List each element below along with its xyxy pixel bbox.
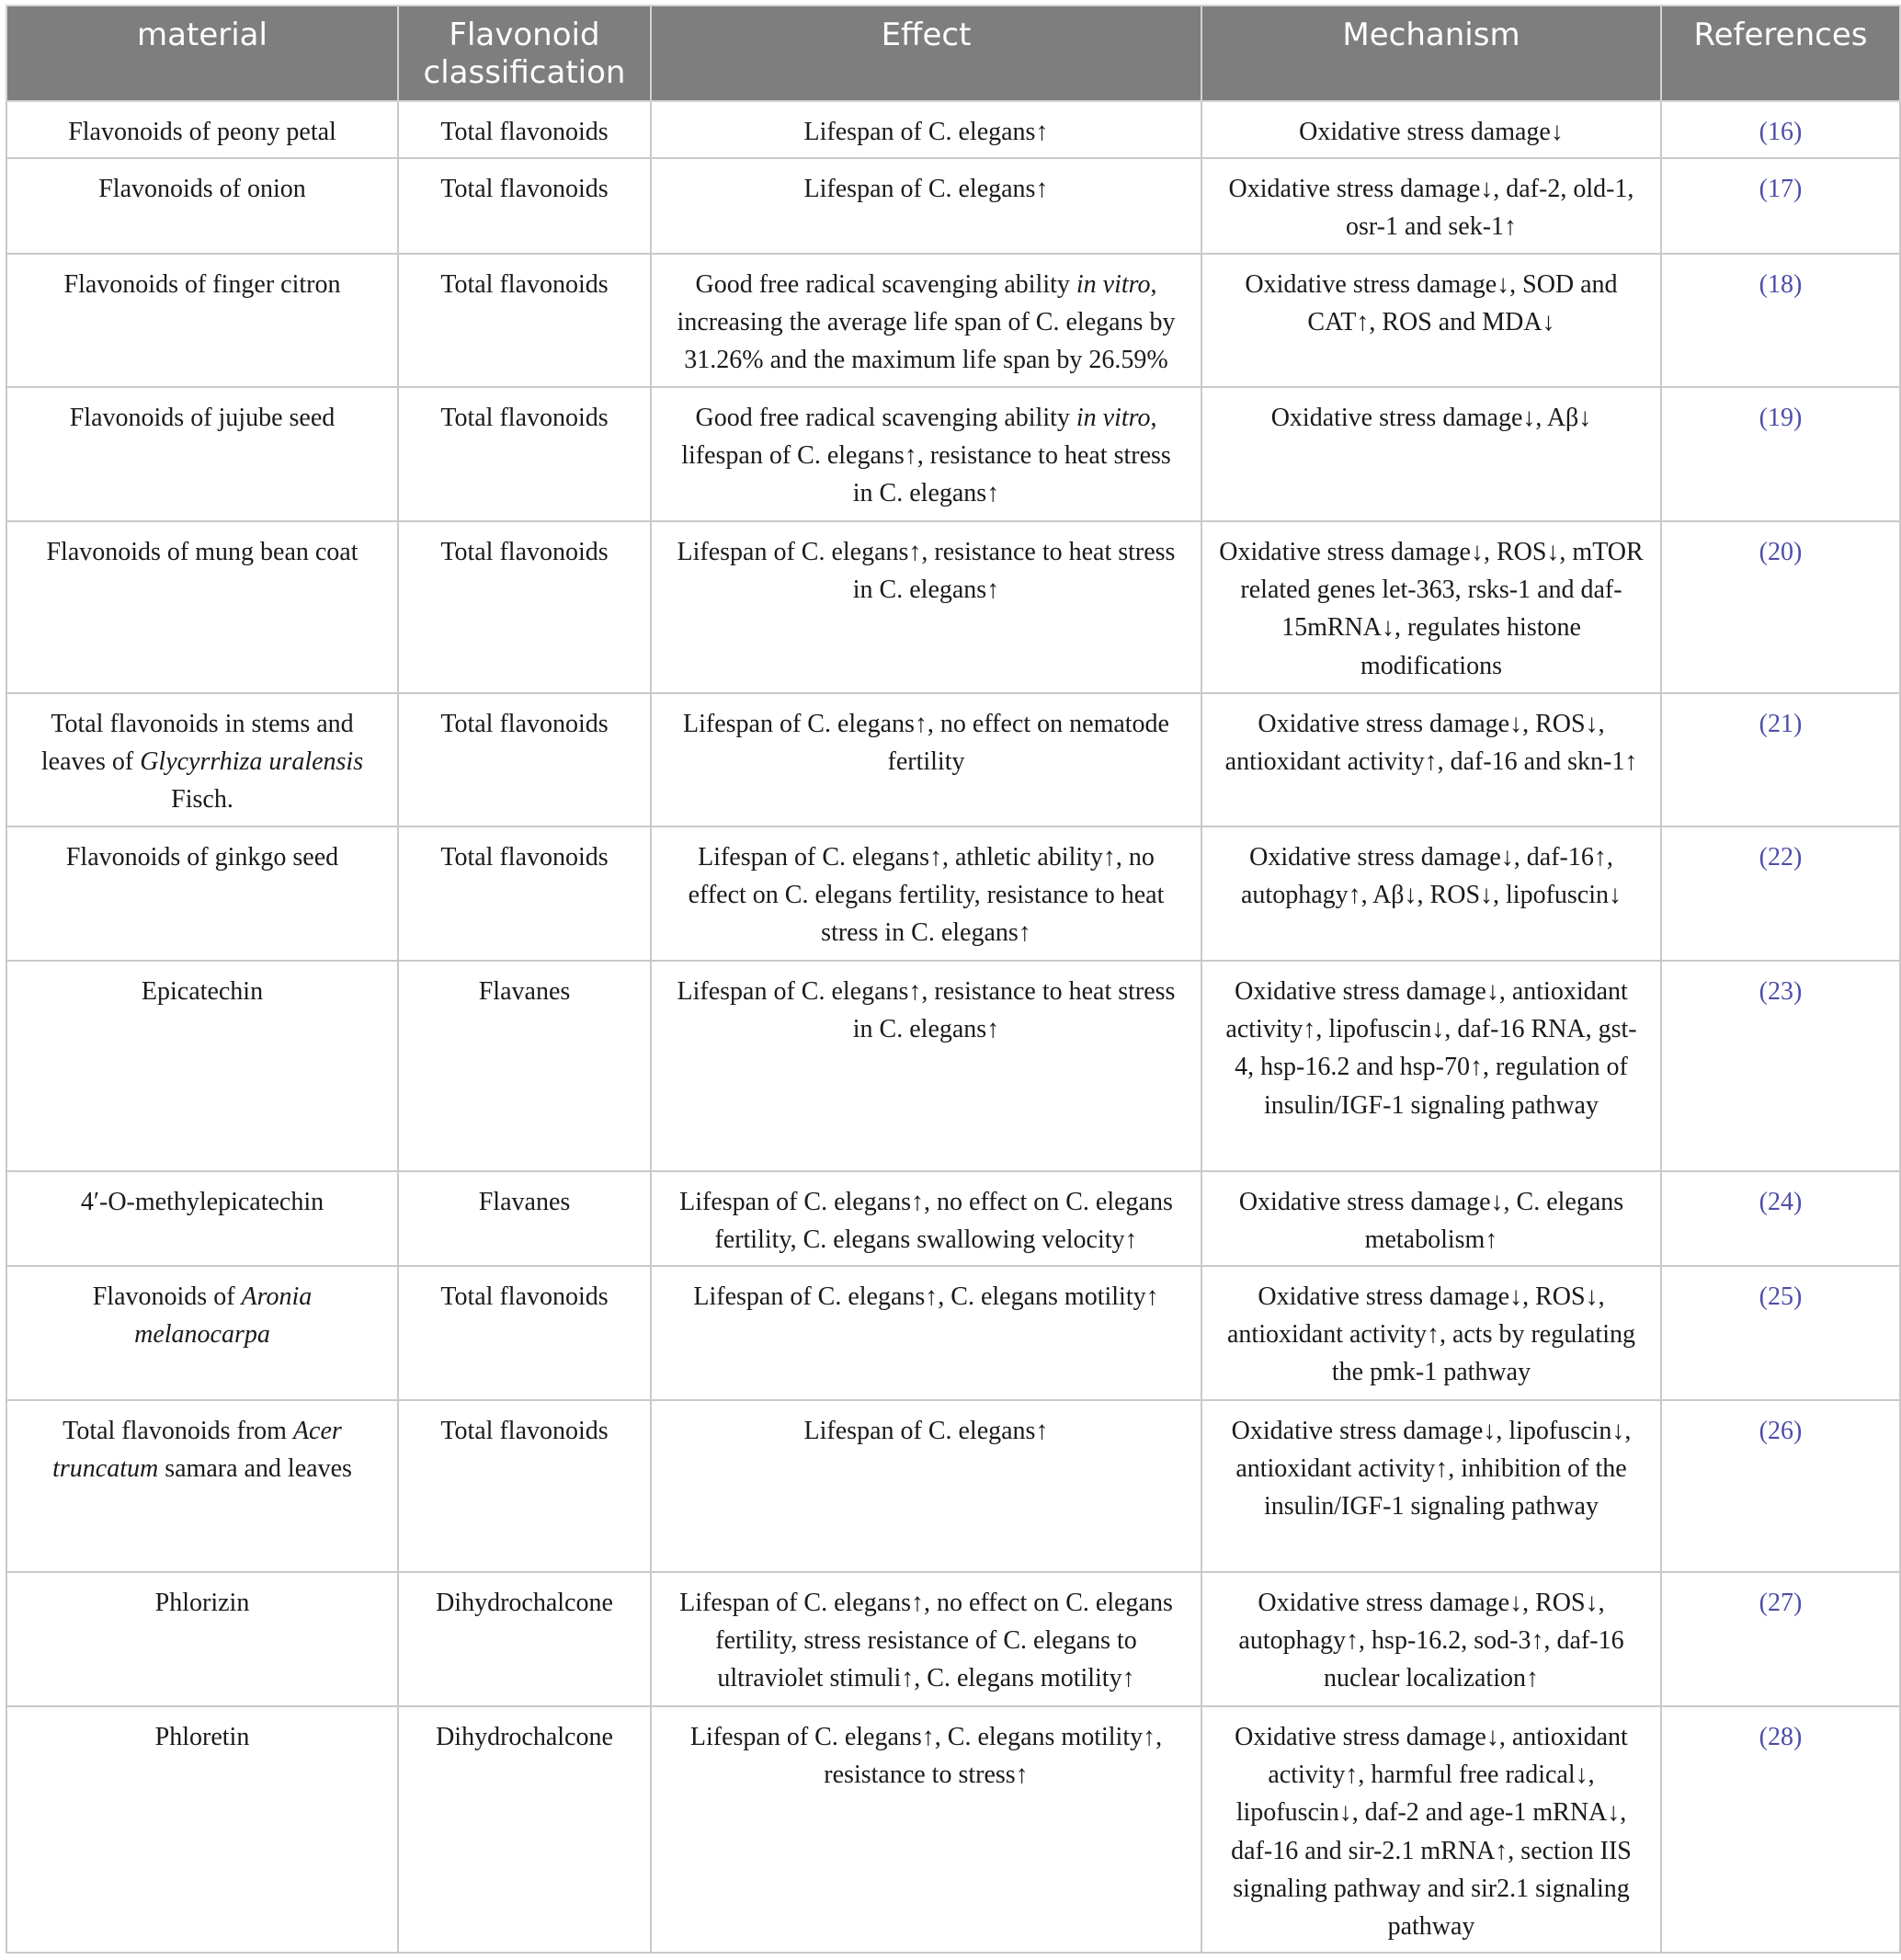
cell-classification: Total flavonoids <box>398 254 651 387</box>
cell-effect: Lifespan of C. elegans↑, C. elegans motility↑, resistance to stress↑ <box>651 1706 1201 1953</box>
cell-mechanism: Oxidative stress damage↓, ROS↓, mTOR related genes let-363, rsks-1 and daf-15mRNA↓, regulates histone modifications <box>1201 521 1661 693</box>
cell-reference-link[interactable]: (28) <box>1661 1706 1900 1953</box>
cell-effect: Lifespan of C. elegans↑, resistance to heat stress in C. elegans↑ <box>651 521 1201 693</box>
cell-material <box>6 693 398 826</box>
table-row <box>6 961 1900 1171</box>
cell-classification: Total flavonoids <box>398 1266 651 1400</box>
cell-effect: Lifespan of C. elegans↑, no effect on nematode fertility <box>651 693 1201 826</box>
table-row <box>6 521 1900 693</box>
cell-material <box>6 1400 398 1572</box>
cell-material: Flavonoids of mung bean coat <box>6 521 398 693</box>
header-references: References <box>1661 6 1900 101</box>
cell-effect: Lifespan of C. elegans↑ <box>651 101 1201 158</box>
cell-reference-link[interactable]: (21) <box>1661 693 1900 826</box>
header-effect: Effect <box>651 6 1201 101</box>
cell-classification: Total flavonoids <box>398 826 651 961</box>
cell-classification: Flavanes <box>398 961 651 1171</box>
effect-text: , increasing the average life span of C. elegans by 31.26% and the maximum life span by 26.59% <box>677 270 1176 375</box>
cell-material: Phlorizin <box>6 1572 398 1706</box>
cell-effect <box>651 387 1201 521</box>
cell-mechanism: Oxidative stress damage↓, antioxidant activity↑, harmful free radical↓, lipofuscin↓, daf-2 and age-1 mRNA↓, daf-16 and sir-2.1 mRNA↑, section IIS signaling pathway and sir2.1 signaling pathway <box>1201 1706 1661 1953</box>
cell-mechanism: Oxidative stress damage↓, SOD and CAT↑, ROS and MDA↓ <box>1201 254 1661 387</box>
cell-reference-link[interactable]: (20) <box>1661 521 1900 693</box>
cell-material: 4′-O-methylepicatechin <box>6 1171 398 1266</box>
cell-effect <box>651 254 1201 387</box>
cell-mechanism: Oxidative stress damage↓, C. elegans metabolism↑ <box>1201 1171 1661 1266</box>
cell-classification: Total flavonoids <box>398 1400 651 1572</box>
cell-mechanism: Oxidative stress damage↓, daf-2, old-1, osr-1 and sek-1↑ <box>1201 158 1661 254</box>
cell-effect: Lifespan of C. elegans↑, no effect on C. elegans fertility, C. elegans swallowing velocity↑ <box>651 1171 1201 1266</box>
cell-mechanism: Oxidative stress damage↓ <box>1201 101 1661 158</box>
table-row <box>6 1400 1900 1572</box>
table-row <box>6 254 1900 387</box>
cell-classification: Total flavonoids <box>398 387 651 521</box>
effect-italic-text: in vitro <box>1076 270 1151 299</box>
cell-effect: Lifespan of C. elegans↑, athletic ability↑, no effect on C. elegans fertility, resistance to heat stress in C. elegans↑ <box>651 826 1201 961</box>
cell-effect: Lifespan of C. elegans↑, no effect on C. elegans fertility, stress resistance of C. elegans to ultraviolet stimuli↑, C. elegans motility↑ <box>651 1572 1201 1706</box>
material-italic-text: Glycyrrhiza uralensis <box>140 747 364 777</box>
material-text: Total flavonoids from <box>63 1417 293 1445</box>
cell-reference-link[interactable]: (23) <box>1661 961 1900 1171</box>
table-row <box>6 1171 1900 1266</box>
cell-reference-link[interactable]: (17) <box>1661 158 1900 254</box>
cell-mechanism: Oxidative stress damage↓, lipofuscin↓, antioxidant activity↑, inhibition of the insulin/IGF-1 signaling pathway <box>1201 1400 1661 1572</box>
effect-text: Good free radical scavenging ability <box>695 404 1076 432</box>
cell-mechanism: Oxidative stress damage↓, ROS↓, autophagy↑, hsp-16.2, sod-3↑, daf-16 nuclear localization↑ <box>1201 1572 1661 1706</box>
cell-reference-link[interactable]: (22) <box>1661 826 1900 961</box>
cell-reference-link[interactable]: (19) <box>1661 387 1900 521</box>
cell-classification: Total flavonoids <box>398 693 651 826</box>
cell-mechanism: Oxidative stress damage↓, antioxidant activity↑, lipofuscin↓, daf-16 RNA, gst-4, hsp-16.2 and hsp-70↑, regulation of insulin/IGF-1 signaling pathway <box>1201 961 1661 1171</box>
effect-italic-text: in vitro <box>1076 404 1151 432</box>
cell-reference-link[interactable]: (16) <box>1661 101 1900 158</box>
table-row <box>6 101 1900 158</box>
cell-effect: Lifespan of C. elegans↑ <box>651 158 1201 254</box>
cell-classification: Total flavonoids <box>398 101 651 158</box>
material-italic-text: Aronia melanocarpa <box>134 1282 313 1350</box>
cell-material: Flavonoids of peony petal <box>6 101 398 158</box>
table-row <box>6 693 1900 826</box>
cell-reference-link[interactable]: (25) <box>1661 1266 1900 1400</box>
cell-effect: Lifespan of C. elegans↑, resistance to heat stress in C. elegans↑ <box>651 961 1201 1171</box>
table-row <box>6 1266 1900 1400</box>
header-mechanism: Mechanism <box>1201 6 1661 101</box>
cell-mechanism: Oxidative stress damage↓, daf-16↑, autophagy↑, Aβ↓, ROS↓, lipofuscin↓ <box>1201 826 1661 961</box>
table-row <box>6 158 1900 254</box>
cell-reference-link[interactable]: (27) <box>1661 1572 1900 1706</box>
cell-material: Flavonoids of onion <box>6 158 398 254</box>
cell-mechanism: Oxidative stress damage↓, Aβ↓ <box>1201 387 1661 521</box>
cell-effect: Lifespan of C. elegans↑ <box>651 1400 1201 1572</box>
cell-reference-link[interactable]: (26) <box>1661 1400 1900 1572</box>
cell-classification: Dihydrochalcone <box>398 1572 651 1706</box>
cell-reference-link[interactable]: (24) <box>1661 1171 1900 1266</box>
cell-mechanism: Oxidative stress damage↓, ROS↓, antioxidant activity↑, daf-16 and skn-1↑ <box>1201 693 1661 826</box>
cell-classification: Total flavonoids <box>398 521 651 693</box>
material-text: Fisch. <box>171 785 233 815</box>
cell-reference-link[interactable]: (18) <box>1661 254 1900 387</box>
cell-material: Flavonoids of ginkgo seed <box>6 826 398 961</box>
cell-material: Phloretin <box>6 1706 398 1953</box>
material-italic-text: Acer truncatum <box>52 1417 342 1484</box>
header-material: material <box>6 6 398 101</box>
table-row <box>6 826 1900 961</box>
flavonoid-table <box>6 5 1901 1954</box>
cell-material: Epicatechin <box>6 961 398 1171</box>
material-text: Total flavonoids in stems and leaves of <box>40 710 354 777</box>
cell-material: Flavonoids of jujube seed <box>6 387 398 521</box>
material-text: Flavonoids of <box>92 1282 242 1311</box>
cell-material <box>6 1266 398 1400</box>
effect-text: Good free radical scavenging ability <box>695 270 1076 299</box>
table-row <box>6 1706 1900 1953</box>
cell-classification: Flavanes <box>398 1171 651 1266</box>
table-row <box>6 387 1900 521</box>
header-classification: Flavonoid classification <box>398 6 651 101</box>
cell-classification: Dihydrochalcone <box>398 1706 651 1953</box>
cell-material: Flavonoids of finger citron <box>6 254 398 387</box>
cell-classification: Total flavonoids <box>398 158 651 254</box>
cell-effect: Lifespan of C. elegans↑, C. elegans motility↑ <box>651 1266 1201 1400</box>
table-header-row <box>6 6 1900 101</box>
table-row <box>6 1572 1900 1706</box>
material-text: samara and leaves <box>158 1454 352 1484</box>
effect-text: , lifespan of C. elegans↑, resistance to heat stress in C. elegans↑ <box>681 404 1171 508</box>
cell-mechanism: Oxidative stress damage↓, ROS↓, antioxidant activity↑, acts by regulating the pmk-1 pathway <box>1201 1266 1661 1400</box>
